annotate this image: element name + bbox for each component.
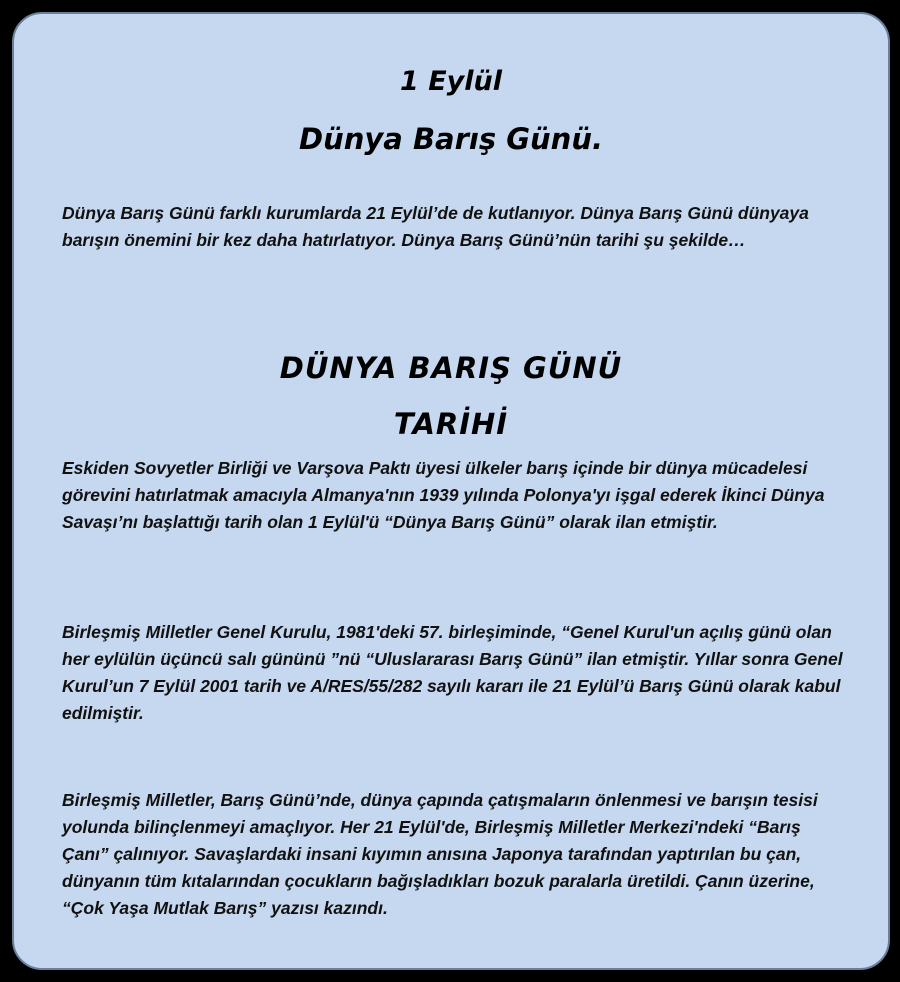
- title-main: Dünya Barış Günü.: [299, 122, 603, 156]
- title-date: 1 Eylül: [400, 66, 502, 97]
- document-card: [12, 12, 890, 970]
- history-paragraph-1: Eskiden Sovyetler Birliği ve Varşova Paktı üyesi ülkeler barış içinde bir dünya mücadelesi görevini hatırlatmak amacıyla Almanya'nın 1939 yılında Polonya'yı işgal ederek İkinci Dünya Savaşı’nı başlattığı tarih olan 1 Eylül'ü “Dünya Barış Günü” olarak ilan etmiştir.: [62, 458, 825, 532]
- history-paragraph-2: Birleşmiş Milletler Genel Kurulu, 1981'deki 57. birleşiminde, “Genel Kurul'un açılış günü olan her eylülün üçüncü salı gününü ”nü “Uluslararası Barış Günü” ilan etmiştir. Yıllar sonra Genel Kurul’un 7 Eylül 2001 tarih ve A/RES/55/282 sayılı kararı ile 21 Eylül’ü Barış Günü olarak kabul edilmiştir.: [62, 622, 843, 723]
- intro-paragraph: Dünya Barış Günü farklı kurumlarda 21 Eylül’de de kutlanıyor. Dünya Barış Günü dünyaya barışın önemini bir kez daha hatırlatıyor. Dünya Barış Günü’nün tarihi şu şekilde…: [62, 203, 809, 250]
- history-paragraph-3: Birleşmiş Milletler, Barış Günü’nde, dünya çapında çatışmaların önlenmesi ve barışın tesisi yolunda bilinçlenmeyi amaçlıyor. Her 21 Eylül'de, Birleşmiş Milletler Merkezi'ndeki “Barış Çanı” çalınıyor. Savaşlardaki insani kıyımın anısına Japonya tarafından yaptırılan bu çan, dünyanın tüm kıtalarından çocukların bağışladıkları bozuk paralarla üretildi. Çanın üzerine, “Çok Yaşa Mutlak Barış” yazısı kazındı.: [62, 790, 818, 918]
- section-subtitle: TARİHİ: [393, 407, 509, 441]
- section-title: DÜNYA BARIŞ GÜNÜ: [279, 351, 623, 385]
